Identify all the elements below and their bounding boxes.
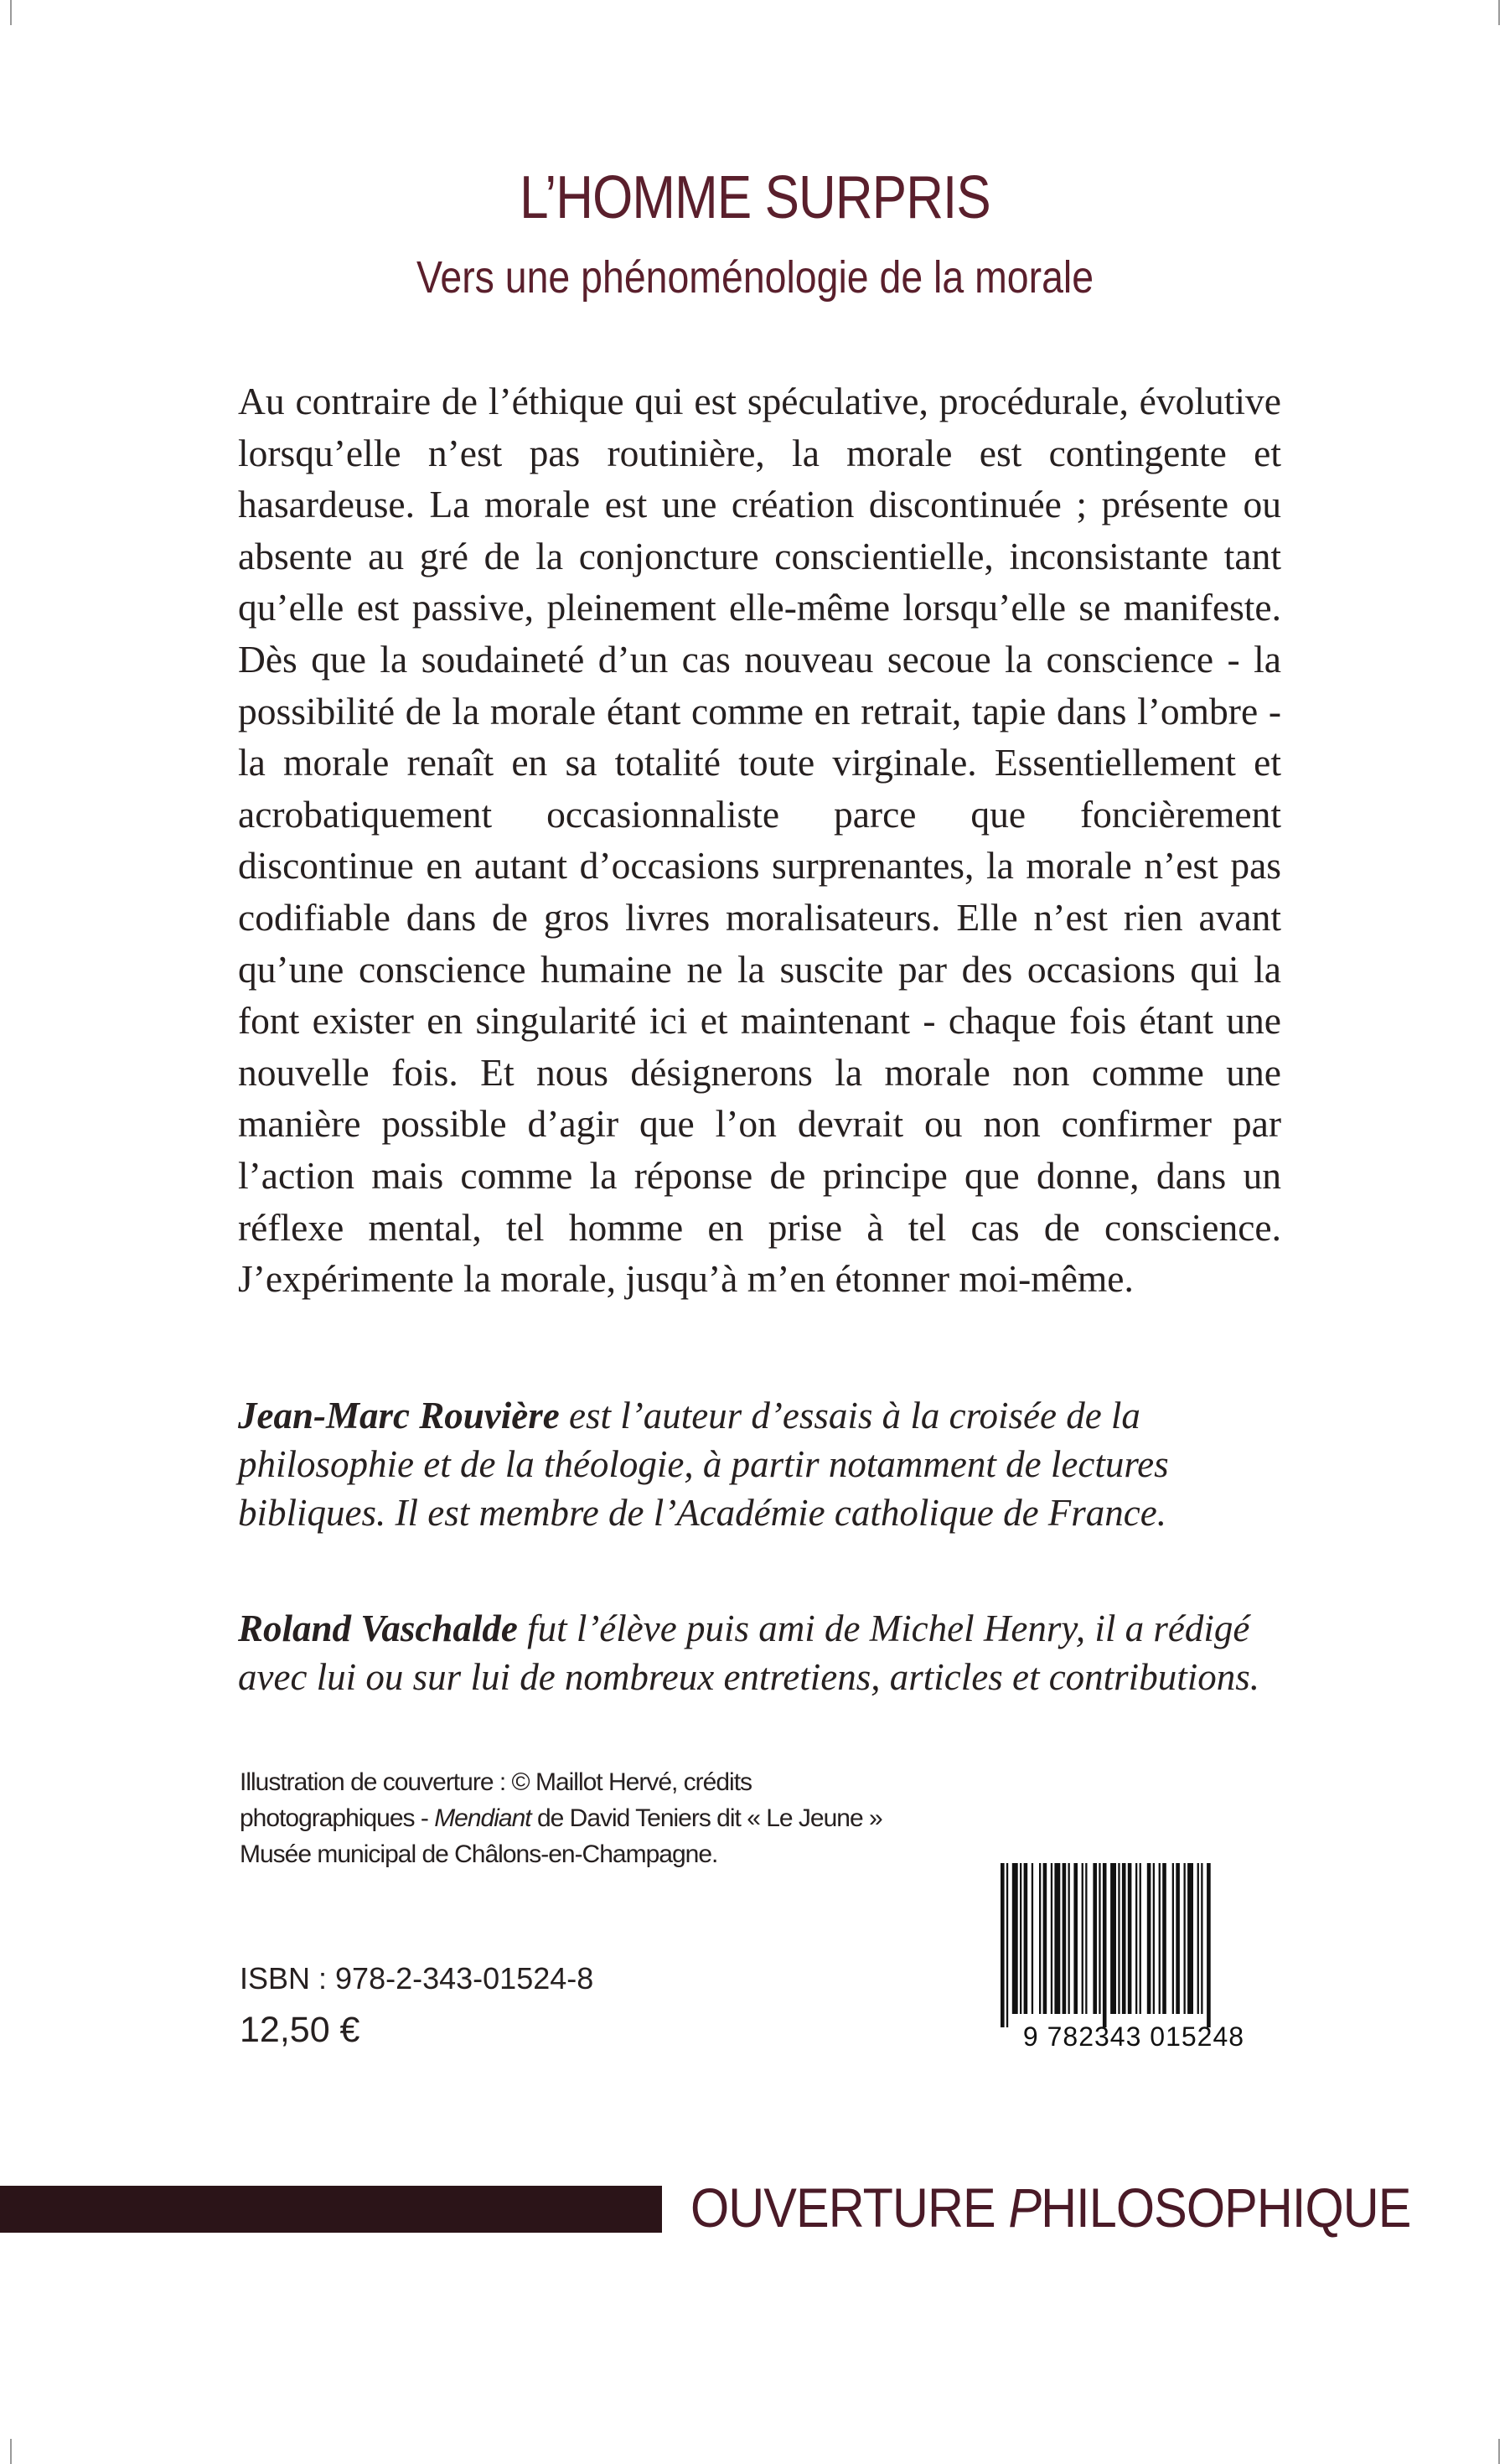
barcode-bar <box>1051 1863 1052 2014</box>
barcode <box>997 1863 1274 2027</box>
book-title: L’HOMME SURPRIS <box>520 164 990 231</box>
author-name: Jean-Marc Rouvière <box>238 1395 560 1436</box>
author-name: Roland Vaschalde <box>238 1607 518 1649</box>
barcode-bar <box>1082 1863 1083 2014</box>
barcode-bar <box>1176 1863 1180 2014</box>
barcode-bar <box>1110 1863 1116 2014</box>
illustration-credits <box>240 1764 994 1872</box>
isbn: ISBN : 978-2-343-01524-8 <box>240 1961 594 1996</box>
artwork-title: Mendiant <box>434 1804 531 1832</box>
crop-mark <box>1498 2439 1500 2464</box>
barcode-bar <box>1024 1863 1028 2014</box>
series-band <box>0 2186 662 2233</box>
barcode-bar <box>1032 1863 1033 2014</box>
barcode-bar <box>1184 1863 1186 2014</box>
barcode-bar <box>1159 1863 1161 2014</box>
summary-text: Au contraire de l’éthique qui est spéculative, procédurale, évolutive lorsqu’elle n’est pas routinière, la morale est contingente et hasardeuse. La morale est une création discontinuée ; présente ou absente au gré de la conjoncture conscientielle, inconsistante tant qu’elle est passive, pleinement elle-même lorsqu’elle se manifeste. Dès que la soudaineté d’un cas nouveau secoue la conscience - la possibilité de la morale étant comme en retrait, tapie dans l’ombre - la morale renaît en sa totalité toute virginale. Essentiellement et acrobatiquement occasionnaliste parce que foncièrement discontinue en autant d’occasions surprenantes, la morale n’est pas codifiable dans de gros livres moralisateurs. Elle n’est rien avant qu’une conscience humaine ne la suscite par des occasions qui la font exister en singularité ici et maintenant - chaque fois étant une nouvelle fois. Et nous désignerons la morale non comme une manière possible d’agir que l’on devrait ou non confirmer par l’action mais comme la réponse de principe que donne, dans un réflexe mental, tel homme en prise à tel cas de conscience. J’expérimente la morale, jusqu’à m’en étonner moi-même. <box>238 380 1281 1301</box>
series-name: OUVERTURE PHILOSOPHIQUE <box>690 2177 1411 2239</box>
barcode-bar <box>1054 1863 1060 2014</box>
barcode-bar <box>1207 1863 1211 2027</box>
author-bio-text: fut l’élève puis ami de Michel Henry, il a rédigé avec lui ou sur lui de nombreux entretiens, articles et contributions. <box>238 1607 1259 1698</box>
barcode-bar <box>1135 1863 1137 2014</box>
barcode-bar <box>1063 1863 1067 2014</box>
barcode-bar <box>1043 1863 1047 2014</box>
barcode-bar <box>1093 1863 1097 2014</box>
barcode-bar <box>1122 1863 1126 2014</box>
author-bio-1 <box>238 1391 1281 1537</box>
barcode-bar <box>1187 1863 1193 2014</box>
barcode-bar <box>1001 1863 1005 2027</box>
barcode-bar <box>1099 1863 1100 2014</box>
barcode-bar <box>1073 1863 1078 2014</box>
barcode-bar <box>1172 1863 1174 2014</box>
crop-mark <box>10 0 12 25</box>
barcode-bar <box>1140 1863 1141 2014</box>
credits-line: Illustration de couverture : © Maillot Hervé, crédits <box>240 1768 752 1796</box>
barcode-bar <box>1128 1863 1132 2014</box>
barcode-bar <box>1118 1863 1120 2014</box>
crop-mark <box>1498 0 1500 25</box>
barcode-bar <box>1103 1863 1107 2027</box>
barcode-bar <box>1162 1863 1166 2014</box>
barcode-bar <box>1201 1863 1202 2014</box>
credits-line: photographiques - Mendiant de David Teniers dit « Le Jeune » <box>240 1804 882 1832</box>
barcode-bar <box>1012 1863 1018 2014</box>
barcode-bar <box>1039 1863 1041 2014</box>
barcode-bar <box>1147 1863 1151 2014</box>
author-bio-text: est l’auteur d’essais à la croisée de la philosophie et de la théologie, à partir notamment de lectures bibliques. Il est membre de l’Académie catholique de France. <box>238 1395 1169 1534</box>
credits-line: Musée municipal de Châlons-en-Champagne. <box>240 1840 718 1868</box>
barcode-bar <box>1153 1863 1155 2014</box>
barcode-bar <box>1197 1863 1199 2014</box>
author-bio-2 <box>238 1604 1281 1701</box>
barcode-bar <box>1020 1863 1021 2014</box>
crop-mark <box>10 2439 12 2464</box>
book-subtitle: Vers une phénoménologie de la morale <box>416 252 1094 303</box>
barcode-bar <box>1068 1863 1070 2014</box>
barcode-bar <box>1006 1863 1008 2027</box>
barcode-number: 9 782343 015248 <box>1022 2021 1245 2052</box>
price: 12,50 € <box>240 2010 360 2050</box>
barcode-bar <box>1085 1863 1087 2014</box>
